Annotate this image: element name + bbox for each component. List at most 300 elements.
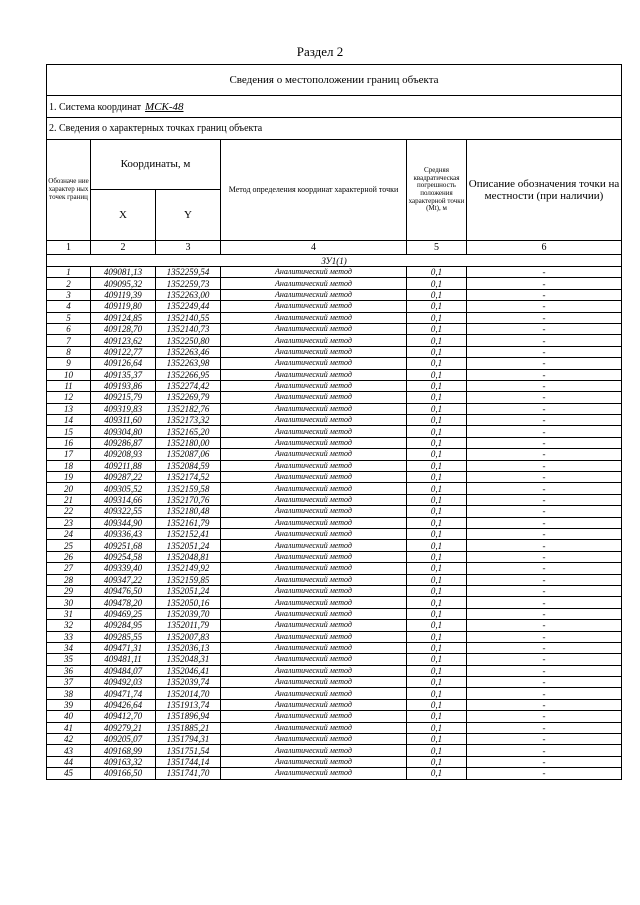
table-row: [47, 654, 622, 665]
method-cell: Аналитический метод: [221, 642, 407, 653]
error-cell: 0,1: [407, 745, 467, 756]
column-number: 4: [221, 241, 407, 255]
description-cell: -: [467, 631, 622, 642]
x-coordinate-cell: 409119,80: [91, 301, 156, 312]
description-cell: -: [467, 472, 622, 483]
table-row: [47, 677, 622, 688]
x-coordinate-cell: 409122,77: [91, 346, 156, 357]
x-coordinate-cell: 409471,74: [91, 688, 156, 699]
description-cell: -: [467, 688, 622, 699]
method-cell: Аналитический метод: [221, 335, 407, 346]
point-number-cell: 35: [47, 654, 91, 665]
error-cell: 0,1: [407, 415, 467, 426]
error-cell: 0,1: [407, 483, 467, 494]
error-cell: 0,1: [407, 267, 467, 278]
point-number-cell: 34: [47, 642, 91, 653]
description-cell: -: [467, 506, 622, 517]
method-cell: Аналитический метод: [221, 517, 407, 528]
description-cell: -: [467, 597, 622, 608]
method-cell: Аналитический метод: [221, 506, 407, 517]
error-cell: 0,1: [407, 665, 467, 676]
point-number-cell: 10: [47, 369, 91, 380]
method-cell: Аналитический метод: [221, 528, 407, 539]
table-row: [47, 437, 622, 448]
y-coordinate-cell: 1352259,54: [156, 267, 221, 278]
y-coordinate-cell: 1352250,80: [156, 335, 221, 346]
method-cell: Аналитический метод: [221, 437, 407, 448]
column-numbers-row: [47, 241, 622, 255]
table-row: [47, 346, 622, 357]
description-cell: -: [467, 483, 622, 494]
point-number-cell: 44: [47, 756, 91, 767]
description-cell: -: [467, 358, 622, 369]
table-row: [47, 597, 622, 608]
y-coordinate-cell: 1352050,16: [156, 597, 221, 608]
method-cell: Аналитический метод: [221, 677, 407, 688]
description-cell: -: [467, 756, 622, 767]
table-row: [47, 608, 622, 619]
y-coordinate-cell: 1352180,48: [156, 506, 221, 517]
error-cell: 0,1: [407, 460, 467, 471]
method-cell: Аналитический метод: [221, 563, 407, 574]
y-coordinate-cell: 1352039,74: [156, 677, 221, 688]
error-cell: 0,1: [407, 369, 467, 380]
point-number-cell: 38: [47, 688, 91, 699]
error-cell: 0,1: [407, 688, 467, 699]
method-cell: Аналитический метод: [221, 756, 407, 767]
x-coordinate-cell: 409305,52: [91, 483, 156, 494]
coord-system-row: [47, 96, 622, 118]
point-number-cell: 32: [47, 620, 91, 631]
table-row: [47, 642, 622, 653]
y-coordinate-cell: 1352263,98: [156, 358, 221, 369]
x-coordinate-cell: 409304,80: [91, 426, 156, 437]
header-coordinates: Координаты, м: [91, 140, 221, 190]
error-cell: 0,1: [407, 631, 467, 642]
y-coordinate-cell: 1352046,41: [156, 665, 221, 676]
point-number-cell: 7: [47, 335, 91, 346]
error-cell: 0,1: [407, 699, 467, 710]
method-cell: Аналитический метод: [221, 460, 407, 471]
description-cell: -: [467, 403, 622, 414]
table-row: [47, 711, 622, 722]
error-cell: 0,1: [407, 654, 467, 665]
column-number: 6: [467, 241, 622, 255]
error-cell: 0,1: [407, 711, 467, 722]
description-cell: -: [467, 608, 622, 619]
x-coordinate-cell: 409095,32: [91, 278, 156, 289]
error-cell: 0,1: [407, 597, 467, 608]
error-cell: 0,1: [407, 563, 467, 574]
method-cell: Аналитический метод: [221, 688, 407, 699]
point-number-cell: 36: [47, 665, 91, 676]
description-cell: -: [467, 460, 622, 471]
x-coordinate-cell: 409287,22: [91, 472, 156, 483]
point-number-cell: 31: [47, 608, 91, 619]
table-row: [47, 358, 622, 369]
method-cell: Аналитический метод: [221, 494, 407, 505]
error-cell: 0,1: [407, 551, 467, 562]
y-coordinate-cell: 1352048,81: [156, 551, 221, 562]
point-number-cell: 1: [47, 267, 91, 278]
x-coordinate-cell: 409344,90: [91, 517, 156, 528]
y-coordinate-cell: 1352152,41: [156, 528, 221, 539]
y-coordinate-cell: 1352039,70: [156, 608, 221, 619]
x-coordinate-cell: 409322,55: [91, 506, 156, 517]
column-number: 1: [47, 241, 91, 255]
y-coordinate-cell: 1352161,79: [156, 517, 221, 528]
method-cell: Аналитический метод: [221, 722, 407, 733]
description-cell: -: [467, 494, 622, 505]
point-number-cell: 2: [47, 278, 91, 289]
error-cell: 0,1: [407, 426, 467, 437]
x-coordinate-cell: 409311,60: [91, 415, 156, 426]
table-row: [47, 267, 622, 278]
y-coordinate-cell: 1351913,74: [156, 699, 221, 710]
point-rows: [47, 267, 622, 780]
error-cell: 0,1: [407, 642, 467, 653]
method-cell: Аналитический метод: [221, 426, 407, 437]
y-coordinate-cell: 1351751,54: [156, 745, 221, 756]
parcel-label: ЗУ1(1): [47, 255, 622, 267]
method-cell: Аналитический метод: [221, 392, 407, 403]
x-coordinate-cell: 409123,62: [91, 335, 156, 346]
y-coordinate-cell: 1352011,79: [156, 620, 221, 631]
table-row: [47, 620, 622, 631]
x-coordinate-cell: 409215,79: [91, 392, 156, 403]
table-row: [47, 631, 622, 642]
table-row: [47, 449, 622, 460]
x-coordinate-cell: 409481,11: [91, 654, 156, 665]
x-coordinate-cell: 409279,21: [91, 722, 156, 733]
x-coordinate-cell: 409168,99: [91, 745, 156, 756]
error-cell: 0,1: [407, 506, 467, 517]
point-number-cell: 42: [47, 734, 91, 745]
table-banner: Сведения о местоположении границ объекта: [47, 65, 622, 96]
table-row: [47, 289, 622, 300]
point-number-cell: 5: [47, 312, 91, 323]
table-row: [47, 745, 622, 756]
method-cell: Аналитический метод: [221, 301, 407, 312]
x-coordinate-cell: 409478,20: [91, 597, 156, 608]
method-cell: Аналитический метод: [221, 323, 407, 334]
method-cell: Аналитический метод: [221, 312, 407, 323]
error-cell: 0,1: [407, 528, 467, 539]
point-number-cell: 17: [47, 449, 91, 460]
y-coordinate-cell: 1352087,06: [156, 449, 221, 460]
coord-system-value: МСК-48: [145, 100, 184, 113]
description-cell: -: [467, 585, 622, 596]
boundary-table: [46, 64, 622, 780]
table-row: [47, 756, 622, 767]
method-cell: Аналитический метод: [221, 585, 407, 596]
error-cell: 0,1: [407, 608, 467, 619]
point-number-cell: 13: [47, 403, 91, 414]
error-cell: 0,1: [407, 278, 467, 289]
method-cell: Аналитический метод: [221, 597, 407, 608]
x-coordinate-cell: 409119,39: [91, 289, 156, 300]
method-cell: Аналитический метод: [221, 369, 407, 380]
method-cell: Аналитический метод: [221, 483, 407, 494]
x-coordinate-cell: 409347,22: [91, 574, 156, 585]
x-coordinate-cell: 409484,07: [91, 665, 156, 676]
y-coordinate-cell: 1352180,00: [156, 437, 221, 448]
error-cell: 0,1: [407, 585, 467, 596]
point-number-cell: 30: [47, 597, 91, 608]
error-cell: 0,1: [407, 494, 467, 505]
table-row: [47, 563, 622, 574]
x-coordinate-cell: 409284,95: [91, 620, 156, 631]
table-row: [47, 494, 622, 505]
table-row: [47, 551, 622, 562]
error-cell: 0,1: [407, 722, 467, 733]
y-coordinate-cell: 1352266,95: [156, 369, 221, 380]
description-cell: -: [467, 540, 622, 551]
table-row: [47, 528, 622, 539]
y-coordinate-cell: 1352051,24: [156, 540, 221, 551]
x-coordinate-cell: 409254,58: [91, 551, 156, 562]
x-coordinate-cell: 409476,50: [91, 585, 156, 596]
table-row: [47, 380, 622, 391]
x-coordinate-cell: 409135,37: [91, 369, 156, 380]
x-coordinate-cell: 409319,83: [91, 403, 156, 414]
description-cell: -: [467, 380, 622, 391]
y-coordinate-cell: 1352159,58: [156, 483, 221, 494]
table-row: [47, 335, 622, 346]
x-coordinate-cell: 409492,03: [91, 677, 156, 688]
description-cell: -: [467, 392, 622, 403]
error-cell: 0,1: [407, 380, 467, 391]
description-cell: -: [467, 517, 622, 528]
y-coordinate-cell: 1352182,76: [156, 403, 221, 414]
header-description: Описание обозначения точки на местности (при наличии): [467, 140, 622, 241]
table-row: [47, 517, 622, 528]
description-cell: -: [467, 642, 622, 653]
error-cell: 0,1: [407, 620, 467, 631]
x-coordinate-cell: 409166,50: [91, 768, 156, 779]
table-row: [47, 574, 622, 585]
y-coordinate-cell: 1351885,21: [156, 722, 221, 733]
method-cell: Аналитический метод: [221, 654, 407, 665]
points-label: 2. Сведения о характерных точках границ объекта: [47, 118, 622, 140]
description-cell: -: [467, 654, 622, 665]
method-cell: Аналитический метод: [221, 278, 407, 289]
method-cell: Аналитический метод: [221, 745, 407, 756]
description-cell: -: [467, 574, 622, 585]
description-cell: -: [467, 346, 622, 357]
point-number-cell: 25: [47, 540, 91, 551]
y-coordinate-cell: 1352140,73: [156, 323, 221, 334]
point-number-cell: 40: [47, 711, 91, 722]
point-number-cell: 26: [47, 551, 91, 562]
y-coordinate-cell: 1352249,44: [156, 301, 221, 312]
error-cell: 0,1: [407, 734, 467, 745]
x-coordinate-cell: 409163,32: [91, 756, 156, 767]
description-cell: -: [467, 563, 622, 574]
method-cell: Аналитический метод: [221, 449, 407, 460]
description-cell: -: [467, 437, 622, 448]
method-cell: Аналитический метод: [221, 620, 407, 631]
point-number-cell: 14: [47, 415, 91, 426]
y-coordinate-cell: 1351741,70: [156, 768, 221, 779]
x-coordinate-cell: 409314,66: [91, 494, 156, 505]
method-cell: Аналитический метод: [221, 289, 407, 300]
table-row: [47, 392, 622, 403]
point-number-cell: 11: [47, 380, 91, 391]
point-number-cell: 3: [47, 289, 91, 300]
description-cell: -: [467, 335, 622, 346]
column-number: 2: [91, 241, 156, 255]
y-coordinate-cell: 1352048,31: [156, 654, 221, 665]
table-row: [47, 699, 622, 710]
method-cell: Аналитический метод: [221, 711, 407, 722]
description-cell: -: [467, 312, 622, 323]
y-coordinate-cell: 1352036,13: [156, 642, 221, 653]
x-coordinate-cell: 409426,64: [91, 699, 156, 710]
y-coordinate-cell: 1352159,85: [156, 574, 221, 585]
description-cell: -: [467, 528, 622, 539]
table-row: [47, 369, 622, 380]
y-coordinate-cell: 1351794,31: [156, 734, 221, 745]
x-coordinate-cell: 409193,86: [91, 380, 156, 391]
table-row: [47, 278, 622, 289]
x-coordinate-cell: 409126,64: [91, 358, 156, 369]
point-number-cell: 21: [47, 494, 91, 505]
y-coordinate-cell: 1352149,92: [156, 563, 221, 574]
method-cell: Аналитический метод: [221, 415, 407, 426]
point-number-cell: 27: [47, 563, 91, 574]
error-cell: 0,1: [407, 756, 467, 767]
method-cell: Аналитический метод: [221, 472, 407, 483]
error-cell: 0,1: [407, 289, 467, 300]
point-number-cell: 8: [47, 346, 91, 357]
table-row: [47, 301, 622, 312]
x-coordinate-cell: 409081,13: [91, 267, 156, 278]
x-coordinate-cell: 409128,70: [91, 323, 156, 334]
table-row: [47, 722, 622, 733]
y-coordinate-cell: 1351896,94: [156, 711, 221, 722]
error-cell: 0,1: [407, 472, 467, 483]
description-cell: -: [467, 267, 622, 278]
description-cell: -: [467, 278, 622, 289]
table-row: [47, 472, 622, 483]
description-cell: -: [467, 677, 622, 688]
x-coordinate-cell: 409208,93: [91, 449, 156, 460]
error-cell: 0,1: [407, 312, 467, 323]
y-coordinate-cell: 1352274,42: [156, 380, 221, 391]
error-cell: 0,1: [407, 449, 467, 460]
point-number-cell: 20: [47, 483, 91, 494]
x-coordinate-cell: 409339,40: [91, 563, 156, 574]
method-cell: Аналитический метод: [221, 699, 407, 710]
point-number-cell: 18: [47, 460, 91, 471]
y-coordinate-cell: 1352014,70: [156, 688, 221, 699]
table-row: [47, 540, 622, 551]
section-title: Раздел 2: [296, 44, 344, 59]
point-number-cell: 43: [47, 745, 91, 756]
error-cell: 0,1: [407, 768, 467, 779]
header-point-label: Обозначе ние характер ных точек границ: [47, 140, 91, 241]
x-coordinate-cell: 409336,43: [91, 528, 156, 539]
description-cell: -: [467, 551, 622, 562]
description-cell: -: [467, 620, 622, 631]
table-row: [47, 312, 622, 323]
x-coordinate-cell: 409205,07: [91, 734, 156, 745]
method-cell: Аналитический метод: [221, 358, 407, 369]
point-number-cell: 22: [47, 506, 91, 517]
y-coordinate-cell: 1352140,55: [156, 312, 221, 323]
x-coordinate-cell: 409469,25: [91, 608, 156, 619]
method-cell: Аналитический метод: [221, 665, 407, 676]
error-cell: 0,1: [407, 335, 467, 346]
method-cell: Аналитический метод: [221, 608, 407, 619]
method-cell: Аналитический метод: [221, 380, 407, 391]
description-cell: -: [467, 665, 622, 676]
description-cell: -: [467, 699, 622, 710]
method-cell: Аналитический метод: [221, 734, 407, 745]
point-number-cell: 6: [47, 323, 91, 334]
x-coordinate-cell: 409286,87: [91, 437, 156, 448]
error-cell: 0,1: [407, 574, 467, 585]
y-coordinate-cell: 1352173,32: [156, 415, 221, 426]
method-cell: Аналитический метод: [221, 267, 407, 278]
y-coordinate-cell: 1352084,59: [156, 460, 221, 471]
error-cell: 0,1: [407, 677, 467, 688]
y-coordinate-cell: 1352259,73: [156, 278, 221, 289]
table-row: [47, 323, 622, 334]
point-number-cell: 9: [47, 358, 91, 369]
table-row: [47, 585, 622, 596]
point-number-cell: 24: [47, 528, 91, 539]
y-coordinate-cell: 1352174,52: [156, 472, 221, 483]
error-cell: 0,1: [407, 323, 467, 334]
table-row: [47, 460, 622, 471]
description-cell: -: [467, 722, 622, 733]
table-row: [47, 403, 622, 414]
method-cell: Аналитический метод: [221, 403, 407, 414]
table-row: [47, 734, 622, 745]
method-cell: Аналитический метод: [221, 768, 407, 779]
point-number-cell: 12: [47, 392, 91, 403]
point-number-cell: 19: [47, 472, 91, 483]
header-y: Y: [156, 190, 221, 241]
point-number-cell: 39: [47, 699, 91, 710]
header-error: Средняя квадратическая погрешность положения характерной точки (Mt), м: [407, 140, 467, 241]
point-number-cell: 33: [47, 631, 91, 642]
error-cell: 0,1: [407, 517, 467, 528]
description-cell: -: [467, 734, 622, 745]
x-coordinate-cell: 409124,85: [91, 312, 156, 323]
description-cell: -: [467, 369, 622, 380]
description-cell: -: [467, 301, 622, 312]
method-cell: Аналитический метод: [221, 540, 407, 551]
point-number-cell: 4: [47, 301, 91, 312]
point-number-cell: 23: [47, 517, 91, 528]
y-coordinate-cell: 1351744,14: [156, 756, 221, 767]
error-cell: 0,1: [407, 392, 467, 403]
y-coordinate-cell: 1352170,76: [156, 494, 221, 505]
error-cell: 0,1: [407, 540, 467, 551]
column-number: 5: [407, 241, 467, 255]
table-row: [47, 415, 622, 426]
point-number-cell: 37: [47, 677, 91, 688]
table-row: [47, 768, 622, 779]
y-coordinate-cell: 1352007,83: [156, 631, 221, 642]
x-coordinate-cell: 409251,68: [91, 540, 156, 551]
error-cell: 0,1: [407, 301, 467, 312]
error-cell: 0,1: [407, 403, 467, 414]
error-cell: 0,1: [407, 358, 467, 369]
